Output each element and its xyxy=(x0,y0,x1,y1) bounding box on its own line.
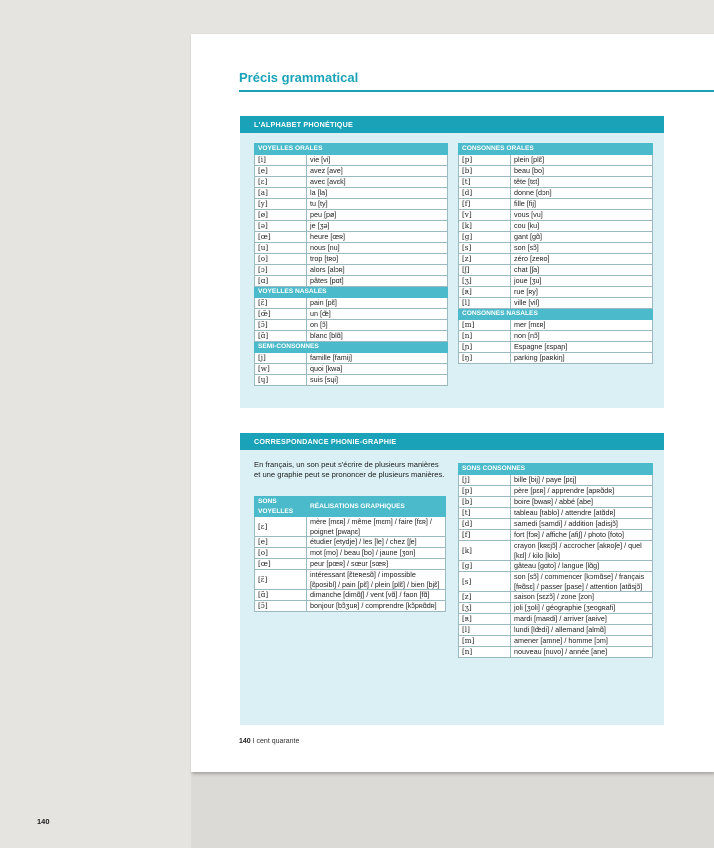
example-word: parking [paʀkiŋ] xyxy=(511,353,653,364)
voyelles-orales-header xyxy=(255,144,448,155)
example-word: gâteau [gɑto] / langue [lɑ̃g] xyxy=(511,561,653,572)
table-row xyxy=(255,232,448,243)
table-row xyxy=(255,353,448,364)
phoneme-symbol: [k] xyxy=(459,541,511,561)
phoneme-symbol: [a] xyxy=(255,188,307,199)
phoneme-symbol: [ə] xyxy=(255,221,307,232)
phoneme-symbol: [g] xyxy=(459,232,511,243)
column-header: RÉALISATIONS GRAPHIQUES xyxy=(307,497,446,517)
phoneme-symbol: [ɑ̃] xyxy=(255,331,307,342)
table-row xyxy=(459,221,653,232)
table-row xyxy=(255,375,448,386)
example-word: zéro [zeʀo] xyxy=(511,254,653,265)
phoneme-symbol: [e] xyxy=(255,537,307,548)
table-row xyxy=(255,177,448,188)
phoneme-symbol: [z] xyxy=(459,254,511,265)
page-footer xyxy=(239,738,299,745)
table-row xyxy=(255,590,446,601)
example-word: nous [nu] xyxy=(307,243,448,254)
example-word: fort [fɔʀ] / affiche [afiʃ] / photo [foto] xyxy=(511,530,653,541)
example-word: dimanche [dimɑ̃ʃ] / vent [vɑ̃] / faon [fɑ̃] xyxy=(307,590,446,601)
phoneme-symbol: [p] xyxy=(459,155,511,166)
example-word: intéressant [ɛ̃teʀesɑ̃] / impossible [ɛ̃posibl] / pain [pɛ̃] / plein [plɛ̃] / bien [bjɛ̃] xyxy=(307,570,446,590)
example-word: bonjour [bɔ̃ʒuʀ] / comprendre [kɔ̃pʀɑ̃dʀ] xyxy=(307,601,446,612)
table-row xyxy=(459,497,653,508)
phoneme-symbol: [s] xyxy=(459,243,511,254)
example-word: joli [ʒoli] / géographie [ʒeogʀafi] xyxy=(511,603,653,614)
phoneme-symbol: [z] xyxy=(459,592,511,603)
table-row xyxy=(255,298,448,309)
table-row xyxy=(459,519,653,530)
table-row xyxy=(459,276,653,287)
example-word: mère [mɛʀ] / même [mɛm] / faire [fɛʀ] / poignet [pwaɲɛ] xyxy=(307,517,446,537)
table-sons-consonnes xyxy=(458,463,653,658)
table-row xyxy=(459,155,653,166)
table-row xyxy=(255,188,448,199)
phoneme-symbol: [ɥ] xyxy=(255,375,307,386)
table-row xyxy=(255,320,448,331)
phoneme-symbol: [œ] xyxy=(255,559,307,570)
example-word: mardi [maʀdi] / arriver [aʀive] xyxy=(511,614,653,625)
table-row xyxy=(255,537,446,548)
example-word: fille [fij] xyxy=(511,199,653,210)
table-row xyxy=(459,166,653,177)
example-word: beau [bo] xyxy=(511,166,653,177)
phoneme-symbol: [u] xyxy=(255,243,307,254)
table-row xyxy=(459,486,653,497)
table-row xyxy=(255,199,448,210)
phoneme-symbol: [l] xyxy=(459,298,511,309)
consonnes-orales-header-label: CONSONNES ORALES xyxy=(459,144,653,155)
table-row xyxy=(459,177,653,188)
table-row xyxy=(255,601,446,612)
phoneme-symbol: [w] xyxy=(255,364,307,375)
phoneme-symbol: [f] xyxy=(459,199,511,210)
voyelles-orales-header-label: VOYELLES ORALES xyxy=(255,144,448,155)
phoneme-symbol: [ʒ] xyxy=(459,603,511,614)
table-row xyxy=(459,243,653,254)
example-word: père [pɛʀ] / apprendre [apʀɑ̃dʀ] xyxy=(511,486,653,497)
correspondance-heading: CORRESPONDANCE PHONIE-GRAPHIE xyxy=(240,433,664,450)
phoneme-symbol: [l] xyxy=(459,625,511,636)
example-word: Espagne [ɛspaɲ] xyxy=(511,342,653,353)
phoneme-symbol: [ɑ̃] xyxy=(255,590,307,601)
table-row xyxy=(459,232,653,243)
example-word: tableau [tablo] / attendre [atɑ̃dʀ] xyxy=(511,508,653,519)
example-word: samedi [samdi] / addition [adisjɔ̃] xyxy=(511,519,653,530)
example-word: alors [alɔʀ] xyxy=(307,265,448,276)
table-row xyxy=(459,353,653,364)
example-word: mot [mo] / beau [bo] / jaune [ʒon] xyxy=(307,548,446,559)
phoneme-symbol: [b] xyxy=(459,497,511,508)
example-word: heure [œʀ] xyxy=(307,232,448,243)
phoneme-symbol: [j] xyxy=(255,353,307,364)
example-word: pain [pɛ̃] xyxy=(307,298,448,309)
page-shadow xyxy=(191,772,714,848)
phoneme-symbol: [ɑ] xyxy=(255,276,307,287)
phoneme-symbol: [e] xyxy=(255,166,307,177)
example-word: je [ʒə] xyxy=(307,221,448,232)
page-title: Précis grammatical xyxy=(239,70,359,85)
table-row xyxy=(255,243,448,254)
example-word: peu [pø] xyxy=(307,210,448,221)
table-sons-voyelles xyxy=(254,496,446,612)
example-word: vous [vu] xyxy=(511,210,653,221)
table-row xyxy=(459,592,653,603)
table-row xyxy=(459,287,653,298)
phoneme-symbol: [f] xyxy=(459,530,511,541)
example-word: quoi [kwa] xyxy=(307,364,448,375)
table-row xyxy=(255,548,446,559)
example-word: bille [bij] / paye [pɛj] xyxy=(511,475,653,486)
outer-page-number: 140 xyxy=(37,817,50,826)
table-row xyxy=(459,508,653,519)
phoneme-symbol: [ø] xyxy=(255,210,307,221)
voyelles-nasales-header-label: VOYELLES NASALES xyxy=(255,287,448,298)
example-word: un [œ̃] xyxy=(307,309,448,320)
table-row xyxy=(459,530,653,541)
example-word: boire [bwaʀ] / abbé [abe] xyxy=(511,497,653,508)
table-row xyxy=(255,166,448,177)
phoneme-symbol: [y] xyxy=(255,199,307,210)
title-rule xyxy=(239,90,714,92)
footer-text: I cent quarante xyxy=(252,738,300,745)
example-word: ville [vil] xyxy=(511,298,653,309)
consonnes-orales-header xyxy=(459,144,653,155)
footer-page-num: 140 xyxy=(239,738,251,745)
example-word: pâtes [pɑt] xyxy=(307,276,448,287)
table-row xyxy=(255,570,446,590)
example-word: crayon [kʀɛjɔ̃] / accrocher [akʀoʃe] / quel [kɛl] / kilo [kilo] xyxy=(511,541,653,561)
alphabet-section xyxy=(240,116,664,408)
phoneme-symbol: [ʀ] xyxy=(459,614,511,625)
table-row xyxy=(459,475,653,486)
table-row xyxy=(459,625,653,636)
phoneme-symbol: [j] xyxy=(459,475,511,486)
example-word: gant [gɑ̃] xyxy=(511,232,653,243)
table-row xyxy=(459,603,653,614)
table-row xyxy=(459,199,653,210)
example-word: son [sɔ̃] / commencer [kɔmɑ̃se] / français [fʀɑ̃sɛ] / passer [pase] / attention [atɑ̃sjɔ̃] xyxy=(511,572,653,592)
phoneme-symbol: [ŋ] xyxy=(459,353,511,364)
table-row xyxy=(459,320,653,331)
table-row xyxy=(459,647,653,658)
phoneme-symbol: [m] xyxy=(459,636,511,647)
sons-consonnes-header xyxy=(459,464,653,475)
sons-consonnes-header-label: SONS CONSONNES xyxy=(459,464,653,475)
intro-text: En français, un son peut s'écrire de plusieurs manières et une graphie peut se prononcer de plusieurs manières. xyxy=(254,460,445,479)
table-row xyxy=(255,559,446,570)
phoneme-symbol: [ɛ̃] xyxy=(255,298,307,309)
example-word: chat [ʃa] xyxy=(511,265,653,276)
example-word: trop [tʀo] xyxy=(307,254,448,265)
example-word: avez [ave] xyxy=(307,166,448,177)
phoneme-symbol: [t] xyxy=(459,508,511,519)
consonnes-nasales-header xyxy=(459,309,653,320)
phoneme-symbol: [œ] xyxy=(255,232,307,243)
correspondance-section xyxy=(240,433,664,725)
table-row xyxy=(459,298,653,309)
example-word: lundi [lœ̃di] / allemand [almɑ̃] xyxy=(511,625,653,636)
example-word: on [ɔ̃] xyxy=(307,320,448,331)
phoneme-symbol: [ɔ] xyxy=(255,265,307,276)
example-word: vie [vi] xyxy=(307,155,448,166)
phoneme-symbol: [g] xyxy=(459,561,511,572)
table-row xyxy=(459,331,653,342)
example-word: donne [dɔn] xyxy=(511,188,653,199)
table-row xyxy=(255,364,448,375)
example-word: plein [plɛ̃] xyxy=(511,155,653,166)
example-word: amener [amne] / homme [ɔm] xyxy=(511,636,653,647)
phoneme-symbol: [ɛ] xyxy=(255,177,307,188)
phoneme-symbol: [ʒ] xyxy=(459,276,511,287)
phoneme-symbol: [d] xyxy=(459,188,511,199)
example-word: non [nɔ̃] xyxy=(511,331,653,342)
phoneme-symbol: [n] xyxy=(459,331,511,342)
phoneme-symbol: [n] xyxy=(459,647,511,658)
phoneme-symbol: [t] xyxy=(459,177,511,188)
example-word: peur [pœʀ] / sœur [sœʀ] xyxy=(307,559,446,570)
example-word: cou [ku] xyxy=(511,221,653,232)
phoneme-symbol: [i] xyxy=(255,155,307,166)
table-row xyxy=(459,636,653,647)
table-row xyxy=(459,188,653,199)
table-voyelles xyxy=(254,143,448,386)
example-word: famille [famij] xyxy=(307,353,448,364)
table-row xyxy=(459,561,653,572)
example-word: saison [sɛzɔ̃] / zone [zon] xyxy=(511,592,653,603)
example-word: son [sɔ̃] xyxy=(511,243,653,254)
phoneme-symbol: [ɲ] xyxy=(459,342,511,353)
table-row xyxy=(255,254,448,265)
table-row xyxy=(255,309,448,320)
table-row xyxy=(459,541,653,561)
phoneme-symbol: [v] xyxy=(459,210,511,221)
table-row xyxy=(255,331,448,342)
example-word: tête [tɛt] xyxy=(511,177,653,188)
phoneme-symbol: [ʀ] xyxy=(459,287,511,298)
phoneme-symbol: [o] xyxy=(255,254,307,265)
phoneme-symbol: [b] xyxy=(459,166,511,177)
table-row xyxy=(255,265,448,276)
example-word: mer [mɛʀ] xyxy=(511,320,653,331)
phoneme-symbol: [p] xyxy=(459,486,511,497)
table-row xyxy=(459,572,653,592)
table-row xyxy=(459,342,653,353)
example-word: la [la] xyxy=(307,188,448,199)
table-row xyxy=(255,221,448,232)
alphabet-heading: L'ALPHABET PHONÉTIQUE xyxy=(240,116,664,133)
phoneme-symbol: [d] xyxy=(459,519,511,530)
example-word: étudier [etydje] / les [le] / chez [ʃe] xyxy=(307,537,446,548)
example-word: nouveau [nuvo] / année [ane] xyxy=(511,647,653,658)
table-row xyxy=(255,276,448,287)
example-word: avec [avɛk] xyxy=(307,177,448,188)
phoneme-symbol: [s] xyxy=(459,572,511,592)
table-row xyxy=(255,517,446,537)
table-row xyxy=(459,210,653,221)
phoneme-symbol: [k] xyxy=(459,221,511,232)
phoneme-symbol: [ɛ̃] xyxy=(255,570,307,590)
phoneme-symbol: [ɔ̃] xyxy=(255,601,307,612)
column-header: SONS VOYELLES xyxy=(255,497,307,517)
example-word: rue [ʀy] xyxy=(511,287,653,298)
table-row xyxy=(459,254,653,265)
example-word: joue [ʒu] xyxy=(511,276,653,287)
table-row xyxy=(459,265,653,276)
example-word: blanc [blɑ̃] xyxy=(307,331,448,342)
phoneme-symbol: [ɛ] xyxy=(255,517,307,537)
semi-consonnes-header xyxy=(255,342,448,353)
example-word: tu [ty] xyxy=(307,199,448,210)
phoneme-symbol: [ɔ̃] xyxy=(255,320,307,331)
table-consonnes xyxy=(458,143,653,364)
phoneme-symbol: [m] xyxy=(459,320,511,331)
semi-consonnes-header-label: SEMI-CONSONNES xyxy=(255,342,448,353)
consonnes-nasales-header-label: CONSONNES NASALES xyxy=(459,309,653,320)
table-row xyxy=(255,210,448,221)
table-row xyxy=(255,155,448,166)
phoneme-symbol: [œ̃] xyxy=(255,309,307,320)
table-row xyxy=(459,614,653,625)
sons-voyelles-header xyxy=(255,497,446,517)
phoneme-symbol: [o] xyxy=(255,548,307,559)
voyelles-nasales-header xyxy=(255,287,448,298)
phoneme-symbol: [ʃ] xyxy=(459,265,511,276)
example-word: suis [sɥi] xyxy=(307,375,448,386)
document-page xyxy=(191,34,714,772)
